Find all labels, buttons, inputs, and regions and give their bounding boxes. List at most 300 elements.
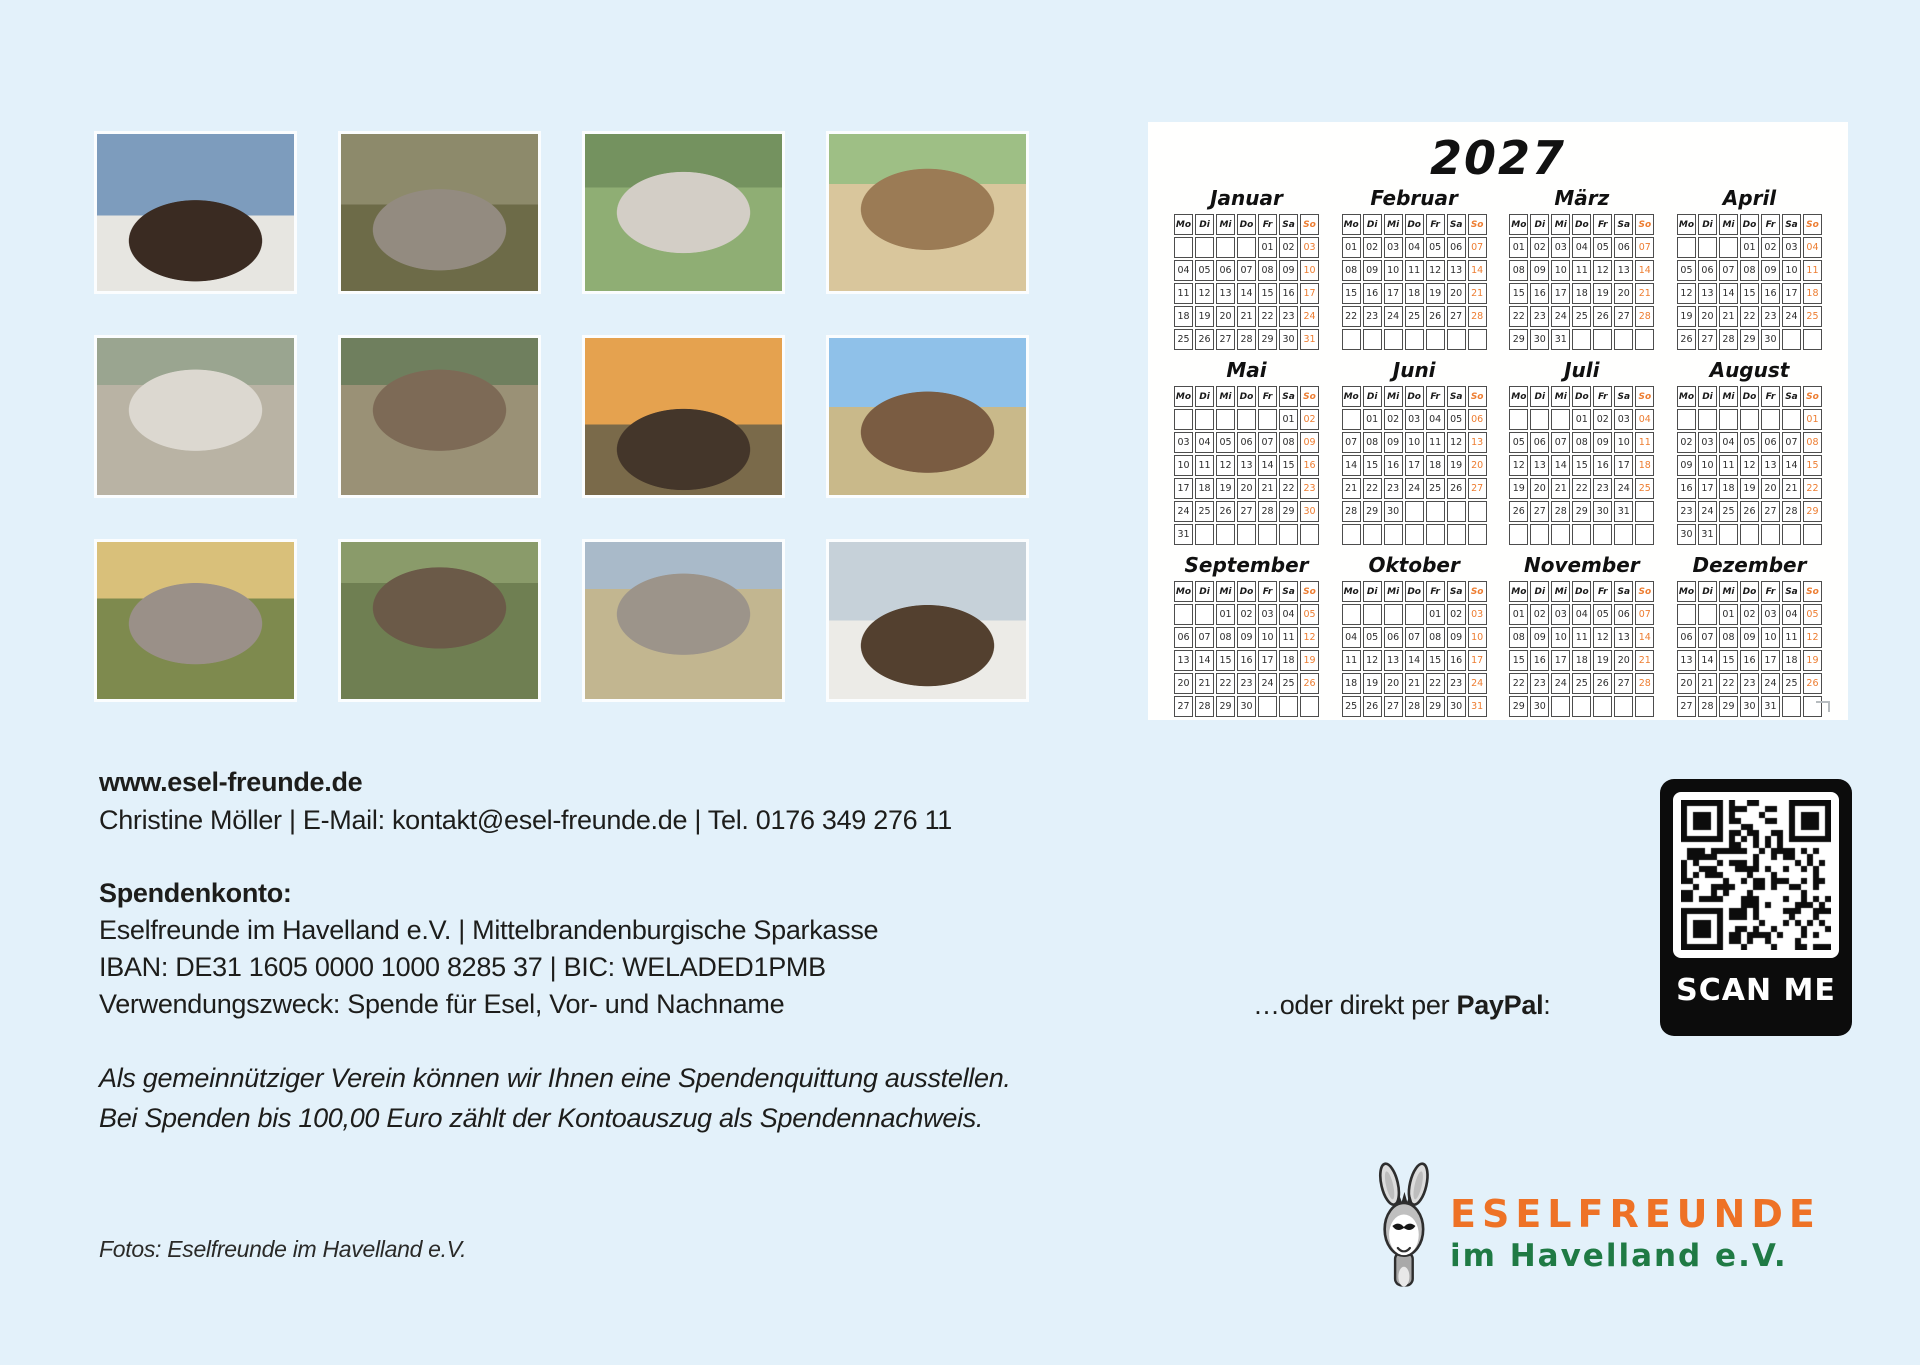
- day-cell: 25: [1426, 478, 1445, 499]
- month-name: Mai: [1226, 358, 1267, 382]
- day-cell: 07: [1195, 627, 1214, 648]
- day-cell: 23: [1530, 306, 1549, 327]
- day-cell: [1614, 696, 1633, 717]
- day-cell: [1174, 237, 1193, 258]
- day-cell: [1300, 524, 1319, 545]
- day-cell: 23: [1384, 478, 1403, 499]
- month-table: [1342, 214, 1487, 350]
- day-cell: 18: [1405, 283, 1424, 304]
- day-cell: 15: [1363, 455, 1382, 476]
- day-cell: 17: [1258, 650, 1277, 671]
- day-cell: 18: [1572, 283, 1591, 304]
- day-cell: 23: [1300, 478, 1319, 499]
- day-cell: 14: [1698, 650, 1717, 671]
- weekday-header: Mo: [1342, 214, 1361, 235]
- day-cell: 06: [1447, 237, 1466, 258]
- day-cell: 25: [1342, 696, 1361, 717]
- weekday-header: Do: [1740, 214, 1759, 235]
- weekday-header: Mo: [1509, 581, 1528, 602]
- day-cell: [1635, 329, 1654, 350]
- day-cell: [1363, 329, 1382, 350]
- day-cell: 28: [1635, 306, 1654, 327]
- day-cell: 23: [1279, 306, 1298, 327]
- day-cell: 12: [1740, 455, 1759, 476]
- day-cell: 05: [1195, 260, 1214, 281]
- day-cell: [1719, 237, 1738, 258]
- day-cell: 27: [1698, 329, 1717, 350]
- weekday-header: Di: [1698, 581, 1717, 602]
- day-cell: [1384, 524, 1403, 545]
- weekday-header: Mi: [1384, 581, 1403, 602]
- day-cell: 01: [1509, 237, 1528, 258]
- month-name: April: [1722, 186, 1777, 210]
- logo-title: ESELFREUNDE: [1450, 1192, 1821, 1236]
- day-cell: 16: [1384, 455, 1403, 476]
- day-cell: 09: [1279, 260, 1298, 281]
- day-cell: 12: [1195, 283, 1214, 304]
- day-cell: [1740, 409, 1759, 430]
- day-cell: [1405, 604, 1424, 625]
- day-cell: 28: [1237, 329, 1256, 350]
- weekday-header: Mo: [1342, 581, 1361, 602]
- day-cell: [1782, 696, 1801, 717]
- day-cell: 12: [1593, 260, 1612, 281]
- paypal-suffix: :: [1543, 990, 1551, 1020]
- month-april: [1677, 186, 1822, 350]
- photo-snow-standing: [826, 539, 1029, 702]
- day-cell: 08: [1216, 627, 1235, 648]
- day-cell: 08: [1363, 432, 1382, 453]
- day-cell: 03: [1551, 237, 1570, 258]
- day-cell: 05: [1300, 604, 1319, 625]
- day-cell: 09: [1300, 432, 1319, 453]
- weekday-header: So: [1803, 581, 1822, 602]
- website-text: www.esel-freunde.de: [99, 767, 363, 797]
- weekday-header: Di: [1530, 581, 1549, 602]
- day-cell: 12: [1300, 627, 1319, 648]
- day-cell: 09: [1447, 627, 1466, 648]
- day-cell: 22: [1426, 673, 1445, 694]
- weekday-header: So: [1468, 581, 1487, 602]
- day-cell: 21: [1719, 306, 1738, 327]
- day-cell: 15: [1572, 455, 1591, 476]
- weekday-header: Mo: [1677, 581, 1696, 602]
- day-cell: 10: [1761, 627, 1780, 648]
- day-cell: 21: [1551, 478, 1570, 499]
- day-cell: 16: [1740, 650, 1759, 671]
- month-name: Januar: [1210, 186, 1283, 210]
- day-cell: 28: [1782, 501, 1801, 522]
- day-cell: 29: [1279, 501, 1298, 522]
- day-cell: 04: [1426, 409, 1445, 430]
- day-cell: 18: [1279, 650, 1298, 671]
- month-name: Juni: [1392, 358, 1436, 382]
- day-cell: 20: [1447, 283, 1466, 304]
- day-cell: 31: [1174, 524, 1193, 545]
- donation-line: Verwendungszweck: Spende für Esel, Vor- und Nachname: [99, 989, 785, 1019]
- day-cell: 20: [1174, 673, 1193, 694]
- calendar-year: 2027: [1429, 131, 1567, 185]
- day-cell: 10: [1384, 260, 1403, 281]
- day-cell: 27: [1216, 329, 1235, 350]
- month-name: August: [1709, 358, 1790, 382]
- day-cell: 26: [1300, 673, 1319, 694]
- day-cell: [1761, 524, 1780, 545]
- day-cell: 03: [1258, 604, 1277, 625]
- day-cell: 31: [1551, 329, 1570, 350]
- month-table: [1342, 386, 1487, 545]
- day-cell: 24: [1174, 501, 1193, 522]
- day-cell: 25: [1572, 306, 1591, 327]
- day-cell: 07: [1635, 604, 1654, 625]
- day-cell: 04: [1405, 237, 1424, 258]
- donation-line: Eselfreunde im Havelland e.V. | Mittelbrandenburgische Sparkasse: [99, 915, 879, 945]
- day-cell: 16: [1363, 283, 1382, 304]
- day-cell: 23: [1237, 673, 1256, 694]
- day-cell: 19: [1593, 283, 1612, 304]
- day-cell: 22: [1803, 478, 1822, 499]
- day-cell: 15: [1216, 650, 1235, 671]
- paypal-word: PayPal: [1456, 990, 1544, 1020]
- day-cell: 26: [1447, 478, 1466, 499]
- day-cell: [1216, 409, 1235, 430]
- photo-cuddling-pair: [338, 539, 541, 702]
- day-cell: 26: [1426, 306, 1445, 327]
- object-corner-handle: [1816, 701, 1830, 712]
- month-name: Oktober: [1368, 553, 1460, 577]
- photo-sunrise-graze: [338, 131, 541, 294]
- day-cell: 23: [1740, 673, 1759, 694]
- month-name: März: [1554, 186, 1610, 210]
- day-cell: 07: [1258, 432, 1277, 453]
- contact-block: [99, 763, 952, 839]
- month-table: [1509, 386, 1654, 545]
- day-cell: [1195, 409, 1214, 430]
- weekday-header: Fr: [1761, 214, 1780, 235]
- day-cell: 02: [1761, 237, 1780, 258]
- day-cell: 18: [1174, 306, 1193, 327]
- weekday-header: Do: [1572, 214, 1591, 235]
- day-cell: 30: [1279, 329, 1298, 350]
- day-cell: [1761, 409, 1780, 430]
- weekday-header: So: [1300, 386, 1319, 407]
- day-cell: [1468, 329, 1487, 350]
- day-cell: 28: [1342, 501, 1361, 522]
- day-cell: 01: [1509, 604, 1528, 625]
- weekday-header: Fr: [1426, 214, 1445, 235]
- weekday-header: Mi: [1719, 386, 1738, 407]
- weekday-header: Mo: [1174, 214, 1193, 235]
- day-cell: 07: [1635, 237, 1654, 258]
- day-cell: 24: [1384, 306, 1403, 327]
- day-cell: 01: [1279, 409, 1298, 430]
- day-cell: [1551, 409, 1570, 430]
- day-cell: 20: [1468, 455, 1487, 476]
- day-cell: 15: [1740, 283, 1759, 304]
- day-cell: 08: [1342, 260, 1361, 281]
- day-cell: [1782, 409, 1801, 430]
- day-cell: 16: [1237, 650, 1256, 671]
- day-cell: 15: [1258, 283, 1277, 304]
- day-cell: 25: [1572, 673, 1591, 694]
- day-cell: 23: [1593, 478, 1612, 499]
- day-cell: [1447, 501, 1466, 522]
- weekday-header: So: [1635, 386, 1654, 407]
- day-cell: 28: [1635, 673, 1654, 694]
- day-cell: 21: [1635, 283, 1654, 304]
- weekday-header: So: [1803, 386, 1822, 407]
- day-cell: 27: [1174, 696, 1193, 717]
- weekday-header: Di: [1363, 581, 1382, 602]
- day-cell: 18: [1195, 478, 1214, 499]
- day-cell: 17: [1782, 283, 1801, 304]
- day-cell: 04: [1635, 409, 1654, 430]
- day-cell: 17: [1468, 650, 1487, 671]
- day-cell: 24: [1782, 306, 1801, 327]
- day-cell: 31: [1300, 329, 1319, 350]
- day-cell: 20: [1761, 478, 1780, 499]
- weekday-header: So: [1635, 214, 1654, 235]
- day-cell: 14: [1195, 650, 1214, 671]
- day-cell: [1468, 524, 1487, 545]
- day-cell: 29: [1258, 329, 1277, 350]
- day-cell: [1677, 409, 1696, 430]
- month-table: [1174, 214, 1319, 350]
- day-cell: 20: [1698, 306, 1717, 327]
- day-cell: 27: [1468, 478, 1487, 499]
- donation-block: [99, 875, 878, 1023]
- day-cell: 03: [1384, 237, 1403, 258]
- month-table: [1677, 386, 1822, 545]
- day-cell: 01: [1342, 237, 1361, 258]
- day-cell: [1635, 524, 1654, 545]
- day-cell: 22: [1509, 306, 1528, 327]
- day-cell: 13: [1216, 283, 1235, 304]
- day-cell: [1237, 237, 1256, 258]
- day-cell: 24: [1698, 501, 1717, 522]
- day-cell: 02: [1279, 237, 1298, 258]
- weekday-header: Sa: [1447, 214, 1466, 235]
- day-cell: [1677, 237, 1696, 258]
- day-cell: 27: [1761, 501, 1780, 522]
- day-cell: 20: [1216, 306, 1235, 327]
- day-cell: [1363, 604, 1382, 625]
- photo-sunset-graze: [582, 335, 785, 498]
- day-cell: 25: [1719, 501, 1738, 522]
- day-cell: 13: [1698, 283, 1717, 304]
- weekday-header: So: [1803, 214, 1822, 235]
- day-cell: 17: [1551, 650, 1570, 671]
- day-cell: 20: [1384, 673, 1403, 694]
- month-januar: [1174, 186, 1319, 350]
- weekday-header: Mo: [1174, 581, 1193, 602]
- day-cell: 28: [1258, 501, 1277, 522]
- month-table: [1174, 581, 1319, 717]
- day-cell: 21: [1782, 478, 1801, 499]
- day-cell: 22: [1509, 673, 1528, 694]
- weekday-header: Sa: [1614, 581, 1633, 602]
- day-cell: [1174, 409, 1193, 430]
- day-cell: 01: [1719, 604, 1738, 625]
- photo-meadow-lying: [826, 335, 1029, 498]
- day-cell: 04: [1572, 604, 1591, 625]
- photo-credit: Fotos: Eselfreunde im Havelland e.V.: [99, 1236, 467, 1262]
- day-cell: 17: [1405, 455, 1424, 476]
- weekday-header: Do: [1237, 581, 1256, 602]
- day-cell: 19: [1593, 650, 1612, 671]
- day-cell: 26: [1509, 501, 1528, 522]
- month-name: Februar: [1370, 186, 1458, 210]
- day-cell: 24: [1761, 673, 1780, 694]
- day-cell: 14: [1237, 283, 1256, 304]
- day-cell: 26: [1593, 673, 1612, 694]
- day-cell: 30: [1530, 696, 1549, 717]
- day-cell: 06: [1530, 432, 1549, 453]
- day-cell: 25: [1279, 673, 1298, 694]
- weekday-header: Sa: [1782, 581, 1801, 602]
- day-cell: 10: [1258, 627, 1277, 648]
- day-cell: 01: [1803, 409, 1822, 430]
- photo-snow-walk: [94, 131, 297, 294]
- weekday-header: Mi: [1216, 386, 1235, 407]
- day-cell: [1279, 524, 1298, 545]
- day-cell: 02: [1530, 604, 1549, 625]
- day-cell: 13: [1761, 455, 1780, 476]
- day-cell: 07: [1237, 260, 1256, 281]
- day-cell: 09: [1384, 432, 1403, 453]
- day-cell: 31: [1468, 696, 1487, 717]
- day-cell: 27: [1677, 696, 1696, 717]
- donation-line: IBAN: DE31 1605 0000 1000 8285 37 | BIC: WELADED1PMB: [99, 952, 826, 982]
- day-cell: 20: [1614, 283, 1633, 304]
- weekday-header: Do: [1740, 581, 1759, 602]
- day-cell: 05: [1447, 409, 1466, 430]
- day-cell: 14: [1551, 455, 1570, 476]
- day-cell: 25: [1405, 306, 1424, 327]
- day-cell: 05: [1216, 432, 1235, 453]
- day-cell: 11: [1279, 627, 1298, 648]
- day-cell: 09: [1677, 455, 1696, 476]
- day-cell: [1803, 524, 1822, 545]
- day-cell: 01: [1363, 409, 1382, 430]
- day-cell: [1405, 501, 1424, 522]
- day-cell: 11: [1572, 627, 1591, 648]
- day-cell: 24: [1551, 673, 1570, 694]
- day-cell: [1174, 604, 1193, 625]
- day-cell: 02: [1363, 237, 1382, 258]
- day-cell: 23: [1761, 306, 1780, 327]
- weekday-header: Mi: [1384, 214, 1403, 235]
- day-cell: 06: [1384, 627, 1403, 648]
- day-cell: 31: [1614, 501, 1633, 522]
- day-cell: 06: [1677, 627, 1696, 648]
- day-cell: 29: [1572, 501, 1591, 522]
- day-cell: 30: [1677, 524, 1696, 545]
- day-cell: 08: [1803, 432, 1822, 453]
- day-cell: 10: [1405, 432, 1424, 453]
- qr-code-block: [1660, 779, 1852, 1036]
- day-cell: 12: [1803, 627, 1822, 648]
- day-cell: 24: [1258, 673, 1277, 694]
- weekday-header: Sa: [1447, 581, 1466, 602]
- day-cell: 29: [1216, 696, 1235, 717]
- day-cell: 12: [1447, 432, 1466, 453]
- day-cell: 09: [1593, 432, 1612, 453]
- day-cell: 06: [1216, 260, 1235, 281]
- weekday-header: Sa: [1279, 386, 1298, 407]
- day-cell: 03: [1468, 604, 1487, 625]
- day-cell: 21: [1237, 306, 1256, 327]
- qr-code-area: [1673, 792, 1839, 958]
- day-cell: 31: [1698, 524, 1717, 545]
- day-cell: 07: [1342, 432, 1361, 453]
- weekday-header: Sa: [1782, 214, 1801, 235]
- day-cell: 29: [1740, 329, 1759, 350]
- day-cell: [1698, 409, 1717, 430]
- day-cell: 04: [1195, 432, 1214, 453]
- day-cell: 22: [1216, 673, 1235, 694]
- day-cell: 18: [1719, 478, 1738, 499]
- day-cell: [1782, 524, 1801, 545]
- day-cell: 24: [1551, 306, 1570, 327]
- day-cell: [1384, 329, 1403, 350]
- month-table: [1342, 581, 1487, 717]
- weekday-header: So: [1635, 581, 1654, 602]
- day-cell: 09: [1530, 260, 1549, 281]
- day-cell: 07: [1405, 627, 1424, 648]
- day-cell: [1572, 329, 1591, 350]
- month-juni: [1342, 358, 1487, 545]
- day-cell: [1195, 604, 1214, 625]
- day-cell: 02: [1237, 604, 1256, 625]
- day-cell: 22: [1740, 306, 1759, 327]
- day-cell: 08: [1509, 627, 1528, 648]
- day-cell: 23: [1530, 673, 1549, 694]
- day-cell: 22: [1279, 478, 1298, 499]
- weekday-header: Mi: [1384, 386, 1403, 407]
- day-cell: 13: [1237, 455, 1256, 476]
- photo-sand-rest: [826, 131, 1029, 294]
- month-name: November: [1523, 553, 1640, 577]
- day-cell: 07: [1698, 627, 1717, 648]
- month-table: [1509, 581, 1654, 717]
- day-cell: 11: [1635, 432, 1654, 453]
- month-august: [1677, 358, 1822, 545]
- day-cell: 10: [1468, 627, 1487, 648]
- day-cell: 03: [1405, 409, 1424, 430]
- day-cell: 18: [1342, 673, 1361, 694]
- day-cell: [1342, 329, 1361, 350]
- day-cell: 08: [1719, 627, 1738, 648]
- day-cell: 10: [1698, 455, 1717, 476]
- day-cell: [1237, 409, 1256, 430]
- day-cell: 19: [1216, 478, 1235, 499]
- day-cell: 28: [1195, 696, 1214, 717]
- day-cell: [1342, 409, 1361, 430]
- day-cell: 05: [1803, 604, 1822, 625]
- day-cell: 23: [1447, 673, 1466, 694]
- day-cell: 05: [1426, 237, 1445, 258]
- day-cell: [1405, 329, 1424, 350]
- day-cell: 08: [1258, 260, 1277, 281]
- day-cell: [1551, 696, 1570, 717]
- day-cell: 02: [1447, 604, 1466, 625]
- day-cell: [1698, 604, 1717, 625]
- day-cell: 07: [1719, 260, 1738, 281]
- month-september: [1174, 553, 1319, 717]
- weekday-header: Sa: [1279, 581, 1298, 602]
- day-cell: 11: [1174, 283, 1193, 304]
